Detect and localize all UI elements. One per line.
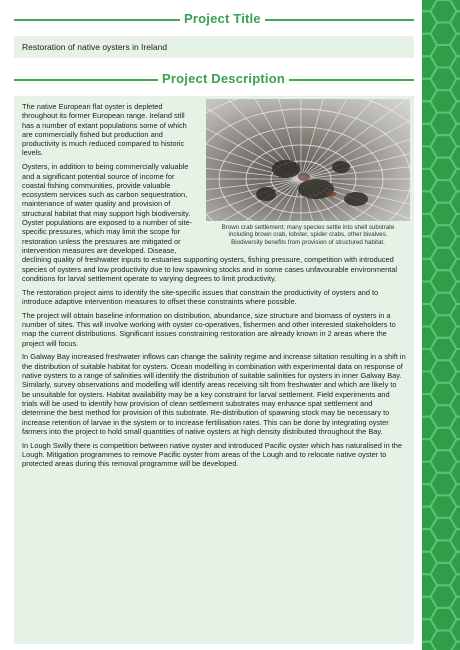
hexagon-icon [450, 462, 460, 485]
project-title-heading [14, 8, 414, 30]
hexagon-icon [450, 327, 460, 350]
hexagon-icon [422, 619, 437, 642]
hexagon-icon [450, 507, 460, 529]
caption-line: including brown crab, lobster, spider crabs, other bivalves. [228, 231, 388, 239]
hexagon-icon [422, 484, 437, 507]
hexagon-icon [422, 191, 437, 214]
hexagon-icon [450, 146, 460, 169]
net-strand [301, 99, 410, 179]
hexagon-pattern-icon [422, 0, 460, 650]
description-paragraph: In Galway Bay increased freshwater inflows can change the salinity regime and increase siltation resulting in a shift in the distribution of suitable habitat for oysters. Ocean modelling in combination with experimental data on response of native oysters to a range of salinities will identify the distribution of suitable salinities for oysters in inner Galway Bay. Similarly, survey observations and modelling will identify areas receiving silt from freshwater and which are likely to be unsuitable for oysters. Habitat availability may be a key constraint for larval settlement. Field experiments and trials will be used to identify how provision of clean settlement substrates may enhance spat settlement and determine the best method for provision of this substrate. Re-distribution of spawning stock may be necessary to increase retention of larvae in the system or to increase fertilisation rates. This can be done by integrating oyster farmers into the project to hold small quantities of native oysters at high density distributed throughout the Bay. [22, 352, 406, 436]
hexagon-icon [422, 236, 437, 259]
figure-caption [206, 221, 410, 246]
hexagon-icon [422, 439, 437, 462]
net-strand [301, 131, 410, 179]
hexagon-icon [450, 349, 460, 372]
hexagon-icon [422, 574, 437, 597]
hexagon-icon [450, 642, 460, 650]
hexagon-icon [422, 462, 437, 485]
hexagon-icon [450, 101, 460, 124]
project-sheet [14, 0, 414, 650]
oyster-figure [206, 99, 410, 246]
hexagon-icon [422, 327, 437, 350]
hexagon-icon [450, 552, 460, 575]
hexagon-icon [450, 169, 460, 192]
hexagon-icon [422, 507, 437, 529]
decorative-hex-strip [422, 0, 460, 650]
hexagon-icon [422, 169, 437, 192]
hexagon-icon [422, 56, 437, 79]
hexagon-icon [422, 214, 437, 237]
hexagon-icon [450, 11, 460, 34]
hexagon-icon [450, 56, 460, 79]
hexagon-icon [450, 191, 460, 214]
project-description-heading-label: Project Description [158, 68, 289, 90]
hexagon-icon [422, 372, 437, 395]
hexagon-icon [422, 146, 437, 169]
hexagon-icon [450, 529, 460, 552]
hexagon-icon [422, 34, 437, 57]
caption-line: Brown crab settlement; many species settle into shell substrate [221, 224, 395, 231]
project-title-box [14, 36, 414, 58]
project-description-heading [14, 68, 414, 90]
hexagon-icon [422, 79, 437, 102]
caption-line: Biodiversity benefits from provision of structured habitat. [231, 238, 385, 246]
hexagon-icon [422, 349, 437, 372]
hexagon-icon [450, 259, 460, 282]
project-title-heading-label: Project Title [180, 8, 265, 30]
hexagon-icon [450, 394, 460, 417]
hexagon-icon [450, 417, 460, 440]
project-title-text: Restoration of native oysters in Ireland [22, 42, 168, 52]
description-paragraph: The restoration project aims to identify the site-specific issues that constrain the productivity of oysters and to introduce adaptive intervention measures to offset these constraints where possible. [22, 287, 379, 306]
description-paragraph: The native European flat oyster is depleted throughout its former European range. Ireland still has a number of extant populations some of which are commercially fished but production and productivity is much reduced compared to historic levels. [22, 102, 187, 158]
hexagon-icon [450, 372, 460, 395]
hexagon-icon [422, 259, 437, 282]
hexagon-icon [422, 529, 437, 552]
hexagon-icon [450, 236, 460, 259]
hexagon-icon [450, 597, 460, 620]
hexagon-icon [422, 304, 437, 327]
description-paragraph: The project will obtain baseline information on distribution, abundance, size structure and biomass of oysters in a number of sites. This will involve working with oyster co-operatives, fishermen and other interested stakeholders to map the current distributions. Significant issues constraining restoration are already known in 2 areas where the project will focus. [22, 310, 396, 348]
oyster-photo [206, 99, 410, 221]
hexagon-icon [450, 484, 460, 507]
hexagon-icon [450, 619, 460, 642]
hexagon-icon [450, 304, 460, 327]
oyster-substrate-image [206, 99, 410, 221]
hexagon-icon [450, 124, 460, 147]
hexagon-icon [450, 282, 460, 305]
hexagon-icon [422, 101, 437, 124]
hexagon-icon [422, 394, 437, 417]
hexagon-icon [422, 642, 437, 650]
hexagon-icon [450, 574, 460, 597]
hexagon-icon [422, 282, 437, 305]
description-paragraph: In Lough Swilly there is competition between native oyster and introduced Pacific oyster which has naturalised in the Lough. Mitigation programmes to remove Pacific oyster from areas of the Lough and to relocate native oyster to protected areas during this removal programme will be developed. [22, 440, 403, 469]
hexagon-icon [422, 552, 437, 575]
description-paragraph: Oysters, in addition to being commercially valuable and a significant potential source of income for coastal fishing communities, provide valuable ecosystem services such as carbon sequestration, maintenance of water quality and provision of structural habitat that may support high biodiversity. Oyster populations are exposed to a number of site-specific pressures, which may limit the scope for restoration unless the pressures are mitigated or intervention measures are developed. Disease, declining quality of freshwater inputs to estuaries supporting oysters, fishing pressure, competition with introduced species of oysters and low productivity due to low spawning stocks and in some cases unfavourable environmental conditions for larval settlement operate to varying degrees to limit productivity. [22, 162, 398, 283]
hexagon-icon [422, 124, 437, 147]
hexagon-icon [450, 0, 460, 11]
hexagon-icon [422, 11, 437, 34]
hexagon-icon [450, 34, 460, 57]
hexagon-icon [450, 439, 460, 462]
project-description-box [14, 96, 414, 644]
hexagon-icon [450, 214, 460, 237]
hexagon-icon [450, 79, 460, 102]
net-strand [206, 179, 301, 221]
hexagon-icon [422, 417, 437, 440]
hexagon-icon [422, 597, 437, 620]
